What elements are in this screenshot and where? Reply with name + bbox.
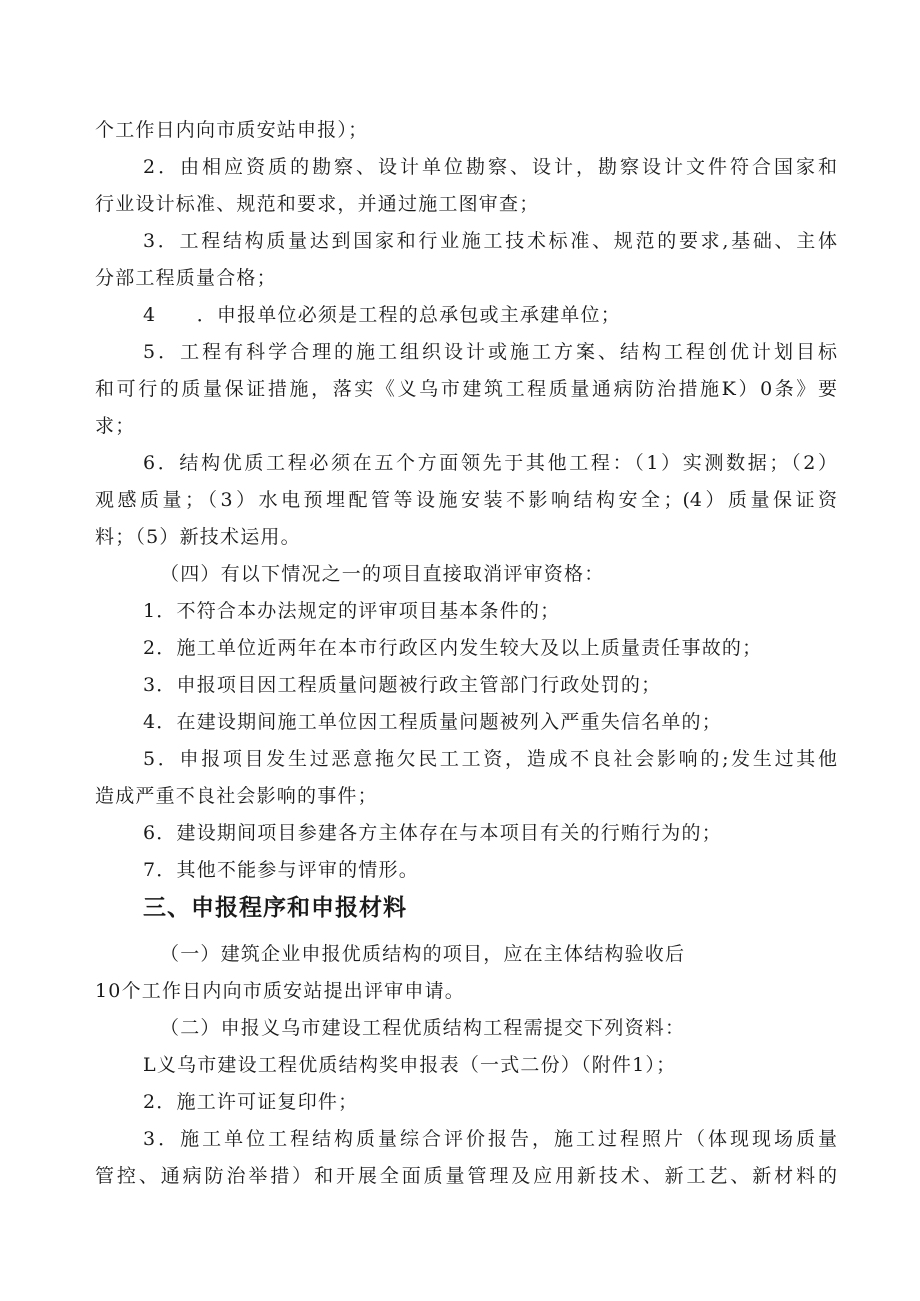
text-line: 分部工程质量合格；: [95, 267, 277, 289]
text-line: 行业设计标准、规范和要求，并通过施工图审查；: [95, 193, 540, 215]
text-line: 1．不符合本办法规定的评审项目基本条件的；: [143, 600, 561, 622]
text-line: 4．在建设期间施工单位因工程质量问题被列入严重失信名单的；: [143, 711, 722, 733]
text-line: 观感质量；（3）水电预埋配管等设施安装不影响结构安全；(4）质量保证资: [95, 489, 837, 511]
text-line: （二）申报义乌市建设工程优质结构工程需提交下列资料：: [160, 1017, 686, 1039]
text-line: （四）有以下情况之一的项目直接取消评审资格：: [160, 563, 605, 585]
section-heading: 三、申报程序和申报材料: [143, 895, 407, 921]
text-line: 7．其他不能参与评审的情形。: [143, 859, 419, 881]
text-line: 料；（5）新技术运用。: [95, 526, 301, 548]
text-line: 5．申报项目发生过恶意拖欠民工工资，造成不良社会影响的;发生过其他: [143, 748, 837, 770]
text-line: 造成严重不良社会影响的事件；: [95, 785, 378, 807]
text-line: 管控、通病防治举措）和开展全面质量管理及应用新技术、新工艺、新材料的: [95, 1165, 837, 1187]
text-line: 6．结构优质工程必须在五个方面领先于其他工程：（1）实测数据；（2）: [143, 452, 837, 474]
text-line: 个工作日内向市质安站申报）；: [95, 119, 369, 141]
text-line: 2．施工单位近两年在本市行政区内发生较大及以上质量责任事故的；: [143, 637, 763, 659]
text-line: （一）建筑企业申报优质结构的项目，应在主体结构验收后: [160, 943, 686, 965]
text-line: 4 ．申报单位必须是工程的总承包或主承建单位；: [143, 304, 621, 326]
text-line: 3．申报项目因工程质量问题被行政主管部门行政处罚的；: [143, 674, 662, 696]
text-line: 5．工程有科学合理的施工组织设计或施工方案、结构工程创优计划目标: [143, 341, 837, 363]
text-line: 和可行的质量保证措施，落实《义乌市建筑工程质量通病防治措施K）0条》要: [95, 378, 837, 400]
text-line: 3．施工单位工程结构质量综合评价报告，施工过程照片（体现现场质量: [143, 1128, 837, 1150]
text-line: 3．工程结构质量达到国家和行业施工技术标准、规范的要求,基础、主体: [143, 230, 837, 252]
text-line: L义乌市建设工程优质结构奖申报表（一式二份）（附件1）；: [143, 1054, 677, 1076]
text-line: 6．建设期间项目参建各方主体存在与本项目有关的行贿行为的；: [143, 822, 722, 844]
text-line: 10个工作日内向市质安站提出评审申请。: [95, 980, 465, 1002]
text-line: 2．由相应资质的勘察、设计单位勘察、设计，勘察设计文件符合国家和: [143, 156, 837, 178]
text-line: 2．施工许可证复印件；: [143, 1091, 359, 1113]
text-line: 求；: [95, 415, 136, 437]
